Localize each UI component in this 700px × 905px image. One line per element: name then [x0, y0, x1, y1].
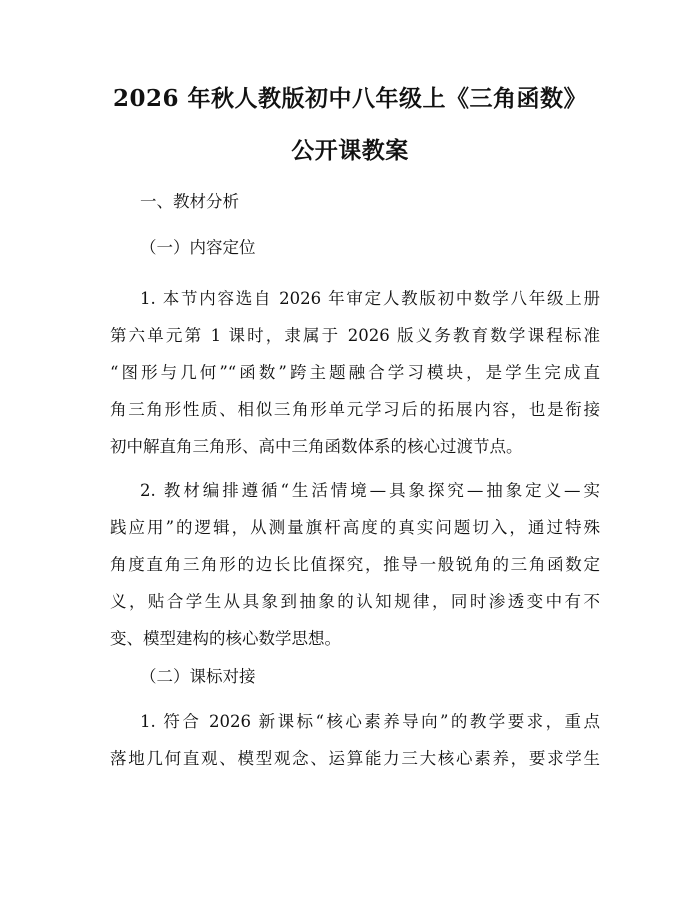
paragraph-line: 2. 教材编排遵循“生活情境—具象探究—抽象定义—实	[140, 481, 600, 500]
subsection-heading-curriculum-alignment: （二）课标对接	[140, 667, 256, 686]
paragraph-line: 初中解直角三角形、高中三角函数体系的核心过渡节点。	[110, 437, 523, 456]
paragraph-line: 第六单元第 1 课时，隶属于 2026 版义务教育数学课程标准	[110, 326, 600, 345]
paragraph-line: “图形与几何”“函数”跨主题融合学习模块，是学生完成直	[110, 363, 600, 382]
section-heading-textbook-analysis: 一、教材分析	[140, 192, 239, 211]
document-title-line-2: 公开课教案	[291, 137, 409, 164]
paragraph-line: 践应用”的逻辑，从测量旗杆高度的真实问题切入，通过特殊	[110, 518, 600, 537]
paragraph-3	[110, 703, 600, 777]
document-title-line-1: 2026 年秋人教版初中八年级上《三角函数》	[112, 85, 588, 112]
paragraph-2	[110, 472, 600, 657]
paragraph-line: 1. 符合 2026 新课标“核心素养导向”的教学要求，重点	[140, 712, 600, 731]
paragraph-line: 角三角形性质、相似三角形单元学习后的拓展内容，也是衔接	[110, 400, 600, 419]
paragraph-line: 义，贴合学生从具象到抽象的认知规律，同时渗透变中有不	[110, 592, 600, 611]
paragraph-line: 1. 本节内容选自 2026 年审定人教版初中数学八年级上册	[140, 289, 600, 308]
paragraph-line: 角度直角三角形的边长比值探究，推导一般锐角的三角函数定	[110, 555, 600, 574]
subsection-heading-content-positioning: （一）内容定位	[140, 238, 256, 257]
paragraph-1	[110, 280, 600, 465]
paragraph-line: 变、模型建构的核心数学思想。	[110, 629, 341, 648]
paragraph-line: 落地几何直观、模型观念、运算能力三大核心素养，要求学生	[110, 749, 600, 768]
